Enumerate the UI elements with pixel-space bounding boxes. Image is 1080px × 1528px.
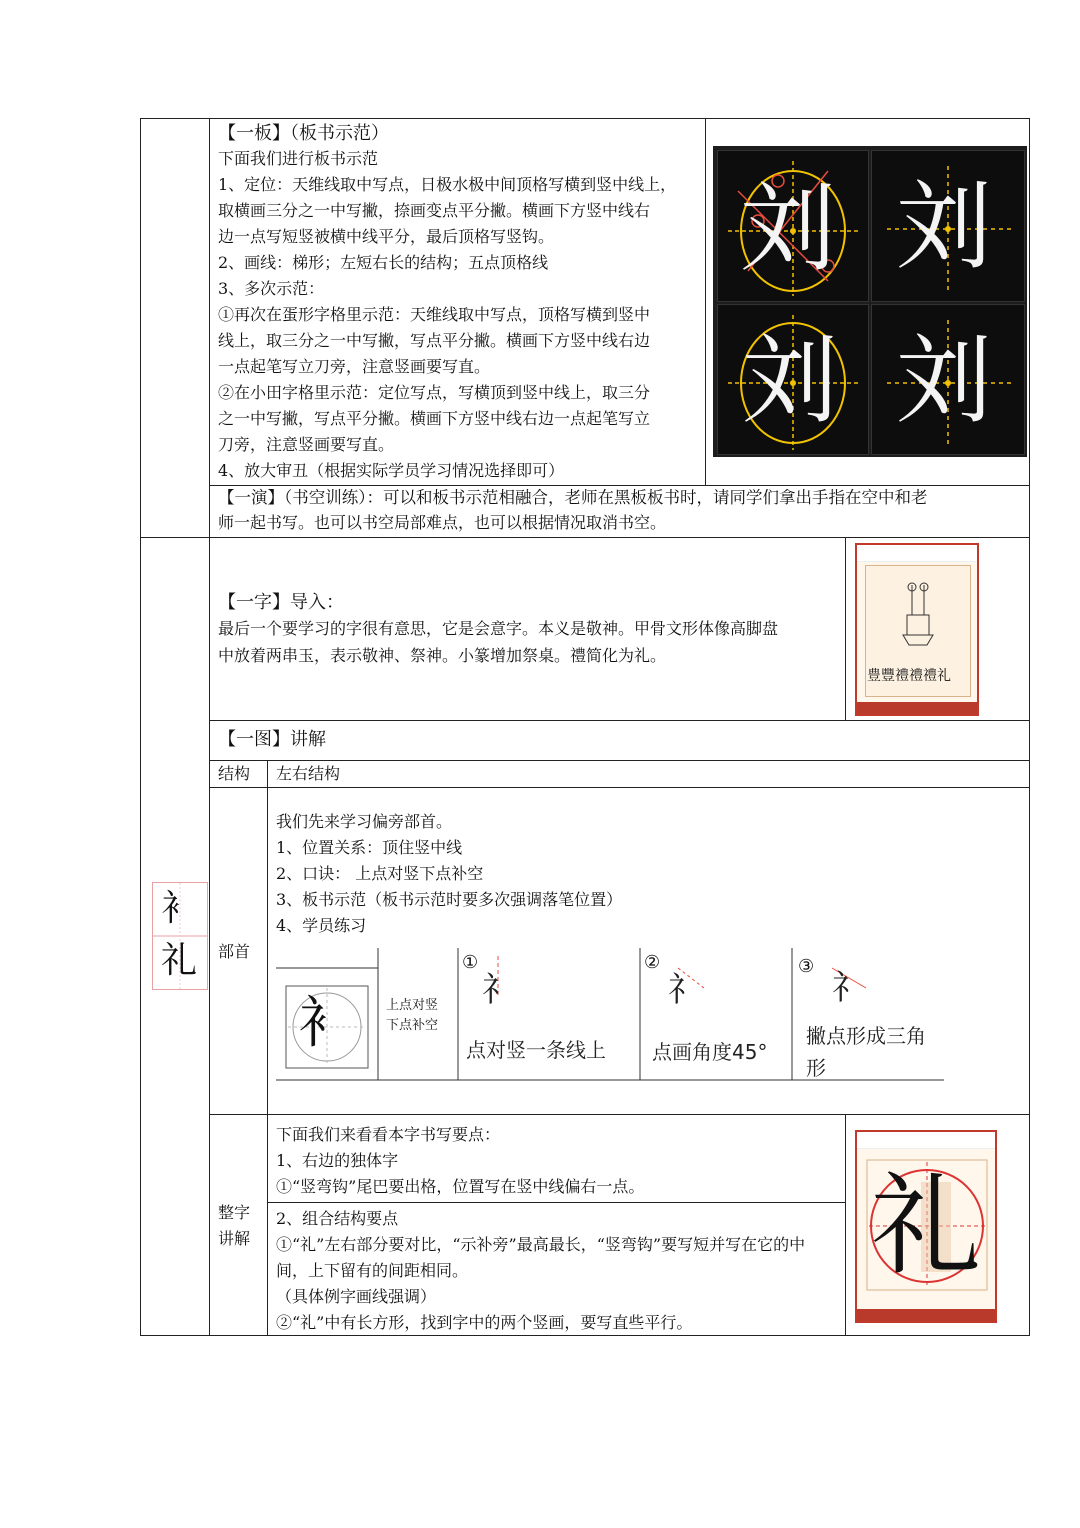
row-divider-card2 xyxy=(845,1114,846,1336)
whole-line-b1: 2、组合结构要点 xyxy=(276,1209,399,1228)
board-char-2: 刘 xyxy=(896,171,992,283)
practice-label-2: 下点补空 xyxy=(386,1018,439,1033)
whole-line-a1: 下面我们来看看本字书写要点： xyxy=(276,1125,501,1144)
character-card-char: 礼 xyxy=(871,1162,981,1290)
board-char-4: 刘 xyxy=(896,325,992,437)
board-panel-oval-guides xyxy=(717,150,869,302)
zi-title: 【一字】导入： xyxy=(218,592,344,613)
whole-line-b5: ②“礼”中有长方形，找到字中的两个竖画，要写直些平行。 xyxy=(276,1313,693,1332)
ban-line-2: 取横画三分之一中写撇，捺画变点平分撇。横画下方竖中线右 xyxy=(218,201,651,220)
board-photo xyxy=(713,146,1027,457)
structure-value: 左右结构 xyxy=(276,764,341,783)
whole-line-a3: ①“竖弯钩”尾巴要出格，位置写在竖中线偏右一点。 xyxy=(276,1177,645,1196)
story-card xyxy=(855,543,979,716)
whole-label-1: 整字 xyxy=(218,1203,251,1222)
radical-line-3: 2、口诀： 上点对竖下点补空 xyxy=(276,864,484,883)
practice-strip xyxy=(276,948,944,1083)
zi-line-2: 中放着两串玉，表示敬神、祭神。小篆增加祭桌。禮简化为礼。 xyxy=(218,646,667,665)
vessel-illustration xyxy=(857,545,979,716)
row-divider-whole-inner xyxy=(267,1202,845,1203)
ban-line-9: ②在小田字格里示范：定位写点，写横顶到竖中线上，取三分 xyxy=(218,383,651,402)
story-card-evolution: 豊豐禮禮禮礼 xyxy=(867,668,951,684)
ban-line-5: 3、多次示范： xyxy=(218,279,325,298)
whole-line-b3: 间，上下留有的间距相同。 xyxy=(276,1261,469,1280)
practice-char-1: 礻 xyxy=(482,970,516,1010)
zi-line-1: 最后一个要学习的字很有意思，它是会意字。本义是敬神。甲骨文形体像高脚盘 xyxy=(218,619,779,638)
ban-line-11: 刀旁，注意竖画要写直。 xyxy=(218,435,395,454)
radical-line-1: 我们先来学习偏旁部首。 xyxy=(276,812,453,831)
table-border-right xyxy=(1029,118,1030,1336)
practice-radical-char: 衤 xyxy=(298,991,354,1056)
radical-line-4: 3、板书示范（板书示范时要多次强调落笔位置） xyxy=(276,890,623,909)
side-char-box xyxy=(152,882,208,990)
ban-line-6: ①再次在蛋形字格里示范：天维线取中写点，顶格写横到竖中 xyxy=(218,305,651,324)
row-divider-section2 xyxy=(140,537,1030,538)
radical-label: 部首 xyxy=(218,942,251,961)
table-border-top xyxy=(140,118,1030,119)
practice-num-1: ① xyxy=(462,952,479,973)
character-card-footer xyxy=(857,1309,995,1321)
side-char-radical: 衤 xyxy=(161,888,198,929)
story-card-footer xyxy=(857,702,977,714)
row-divider-tu xyxy=(209,720,1030,721)
structure-label: 结构 xyxy=(218,764,251,783)
col-divider xyxy=(209,118,210,1336)
ban-intro: 下面我们进行板书示范 xyxy=(218,149,379,168)
row-divider-radical xyxy=(209,787,1030,788)
practice-char-3: 礻 xyxy=(832,968,866,1008)
board-char-3: 刘 xyxy=(742,325,838,437)
tu-title: 【一图】讲解 xyxy=(218,729,326,750)
yan-line-1: 【一演】（书空训练）：可以和板书示范相融合，老师在黑板板书时，请同学们拿出手指在空中和老 xyxy=(218,488,928,507)
practice-char-2: 礻 xyxy=(668,970,702,1010)
character-card xyxy=(855,1130,997,1323)
practice-note-3: 撇点形成三角 xyxy=(806,1024,926,1048)
side-char-full: 礼 xyxy=(161,940,198,981)
practice-label-1: 上点对竖 xyxy=(386,998,439,1013)
ban-line-1: 1、定位：天维线取中写点，日极水极中间顶格写横到竖中线上， xyxy=(218,175,677,194)
practice-num-3: ③ xyxy=(798,956,815,977)
row-divider-image xyxy=(705,118,706,486)
table-border-left xyxy=(140,118,141,1336)
ban-line-4: 2、画线：梯形；左短右长的结构；五点顶格线 xyxy=(218,253,549,272)
ban-line-10: 之一中写撇，写点平分撇。横画下方竖中线右边一点起笔写立 xyxy=(218,409,651,428)
whole-line-a2: 1、右边的独体字 xyxy=(276,1151,399,1170)
practice-note-1: 点对竖一条线上 xyxy=(466,1038,606,1062)
whole-line-b2: ①“礼”左右部分要对比，“示补旁”最高最长，“竖弯钩”要写短并写在它的中 xyxy=(276,1235,806,1254)
board-panel-grid-a xyxy=(871,150,1025,302)
row-divider-card1 xyxy=(845,537,846,720)
radical-line-5: 4、学员练习 xyxy=(276,916,367,935)
ban-line-7: 线上，取三分之一中写撇，写点平分撇。横画下方竖中线右边 xyxy=(218,331,651,350)
practice-num-2: ② xyxy=(644,952,661,973)
practice-note-2: 点画角度45° xyxy=(652,1040,768,1064)
practice-note-3b: 形 xyxy=(806,1056,826,1080)
ban-line-8: 一点起笔写立刀旁，注意竖画要写直。 xyxy=(218,357,491,376)
yan-line-2: 师一起书写。也可以书空局部难点，也可以根据情况取消书空。 xyxy=(218,513,667,532)
ban-title: 【一板】（板书示范） xyxy=(218,123,389,144)
board-panel-grid-b xyxy=(871,304,1025,455)
radical-line-2: 1、位置关系：顶住竖中线 xyxy=(276,838,463,857)
inner-col-divider xyxy=(267,760,268,1336)
whole-label-2: 讲解 xyxy=(218,1229,251,1248)
row-divider-whole xyxy=(209,1114,1030,1115)
board-char-1: 刘 xyxy=(740,173,836,285)
board-panel-oval xyxy=(717,304,869,455)
ban-line-3: 边一点写短竖被横中线平分，最后顶格写竖钩。 xyxy=(218,227,555,246)
ban-line-12: 4、放大审丑（根据实际学员学习情况选择即可） xyxy=(218,461,565,480)
whole-line-b4: （具体例字画线强调） xyxy=(276,1287,437,1306)
